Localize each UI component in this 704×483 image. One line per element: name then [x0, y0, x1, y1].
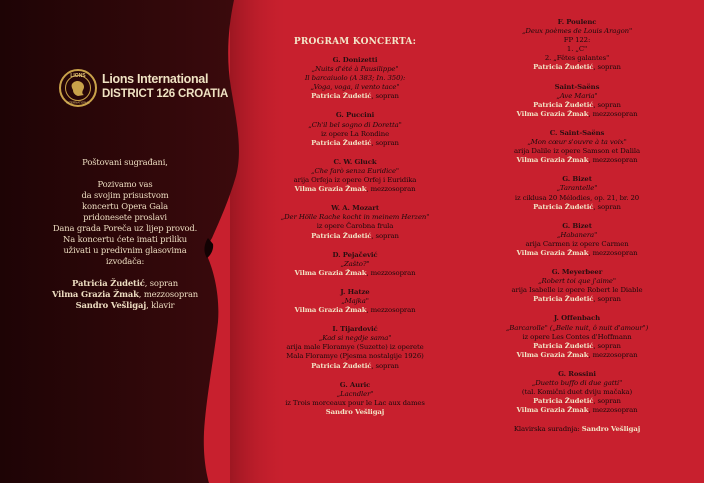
piece-title-line: „Barcarolle" („Belle nuit, ô nuit d'amour") [505, 323, 649, 332]
accompaniment-name: Sandro Vešligaj [581, 425, 641, 434]
performer-name: Patricia Žudetić [533, 341, 594, 350]
program-item [245, 325, 465, 370]
piece-performer [462, 156, 692, 165]
piece-title-line: „Majka" [341, 296, 369, 305]
piece-title-line: iz opere La Rondine [320, 129, 390, 138]
performer-role: , mezzosopran [588, 350, 638, 359]
program-item [245, 111, 465, 147]
letter-performer [30, 300, 220, 311]
piece-performer [462, 63, 692, 72]
program-item [245, 288, 465, 315]
program-column-right [462, 18, 692, 434]
letter-line: da svojim prisustvom [81, 190, 169, 200]
letter-line: Dana grada Poreča uz lijep provod. [52, 223, 198, 233]
performer-role: , mezzosopran [588, 109, 638, 118]
performer-name: Vilma Grazia Žmak [516, 109, 589, 118]
piece-title-line: „Lacndler" [336, 389, 374, 398]
performer-name: Patricia Žudetić [311, 361, 372, 370]
program-item [462, 222, 692, 258]
composer-name: G. Donizetti [332, 56, 378, 64]
performer-role: , mezzosopran [366, 268, 416, 277]
performer-role: , sopran [371, 231, 399, 240]
piece-title-line: arija Orfeja iz opere Orfej i Euridika [293, 176, 417, 185]
piece-title-line: Il barcaiuolo (A 383; In. 350): [304, 74, 406, 83]
piece-performer [462, 110, 692, 119]
letter-line: uživati u predivnim glasovima [63, 245, 187, 255]
piece-performer [245, 306, 465, 315]
composer-name: G. Meyerbeer [551, 268, 603, 277]
performer-role: , mezzosopran [366, 185, 416, 194]
performer-role: , sopran [593, 295, 621, 304]
performer-name: Patricia Žudetić [533, 202, 594, 211]
piece-title-line: „Zašto?" [340, 259, 370, 268]
performer-name: Vilma Grazia Žmak [516, 406, 589, 415]
program-title: PROGRAM KONCERTA: [293, 37, 417, 47]
composer-name: G. Bizet [562, 175, 592, 184]
performer-role: , sopran [144, 278, 178, 288]
performer-role: , mezzosopran [588, 248, 638, 257]
piece-title-line: 2. „Fêtes galantes" [544, 54, 610, 63]
piece-title-line: „Che farò senza Euridice" [310, 166, 399, 175]
performer-name: Patricia Žudetić [533, 63, 594, 72]
piece-title-line: „Der Hölle Rache kocht in meinem Herzen" [280, 213, 430, 222]
letter-line: Na koncertu ćete imati priliku [63, 234, 187, 244]
composer-name: J. Hatze [340, 287, 370, 296]
performer-name: Patricia Žudetić [533, 397, 594, 406]
piece-performer [462, 101, 692, 110]
letter-performers [30, 278, 220, 311]
performer-role: , mezzosopran [588, 406, 638, 415]
performer-name: Sandro Vešligaj [75, 300, 147, 310]
performer-name: Vilma Grazia Žmak [51, 289, 139, 299]
lions-logo [58, 68, 236, 108]
performer-name: Vilma Grazia Žmak [294, 185, 367, 194]
piece-performer [245, 139, 465, 148]
program-item [462, 370, 692, 415]
performer-name: Patricia Žudetić [311, 138, 372, 147]
logo-line1: Lions International [102, 72, 209, 86]
piece-title-line: arija Carmen iz opere Carmen [525, 239, 629, 248]
piece-performer [245, 269, 465, 278]
piece-title-line: (tal. Komični duet dviju mačaka) [521, 388, 633, 397]
piece-title-line: iz opere Les Contes d'Hoffmann [522, 332, 632, 341]
letter-performer [30, 278, 220, 289]
performer-role: , sopran [593, 63, 621, 72]
piece-performer [462, 249, 692, 258]
piece-performer [462, 342, 692, 351]
composer-name: G. Auric [339, 380, 371, 389]
letter-greeting: Poštovani sugrađani, [82, 157, 168, 167]
piece-performer [462, 351, 692, 360]
letter-line: izvođača: [105, 256, 145, 266]
piece-title-line: arija Isabelle iz opere Robert le Diable [511, 286, 643, 295]
performer-role: , mezzosopran [138, 289, 199, 299]
piece-performer [462, 295, 692, 304]
logo-wordmark [102, 72, 228, 102]
piece-title-line: iz opere Čarobna frula [316, 222, 394, 231]
performer-name: Vilma Grazia Žmak [294, 306, 367, 315]
performer-name: Patricia Žudetić [311, 231, 372, 240]
piece-performer [245, 408, 465, 417]
piece-title-line: arija male Floramye (Suzette) iz operete [286, 343, 424, 352]
program-column-middle [245, 56, 465, 417]
piece-performer [245, 185, 465, 194]
program-item [462, 18, 692, 73]
composer-name: J. Offenbach [553, 314, 601, 323]
piece-title-line: „Nuits d'été à Pausilippe" [311, 65, 399, 74]
emblem-bottom-text: INTERNATIONAL [66, 100, 90, 105]
performer-role: , mezzosopran [366, 306, 416, 315]
letter-performer [30, 289, 220, 300]
program-item [462, 83, 692, 119]
letter-line: Pozivamo vas [97, 179, 153, 189]
composer-name: C. W. Gluck [333, 157, 377, 166]
piece-title-line: FP 122: [563, 36, 591, 45]
composer-name: F. Poulenc [557, 18, 597, 26]
performer-name: Vilma Grazia Žmak [294, 268, 367, 277]
piece-performer [462, 203, 692, 212]
performer-role: , sopran [371, 138, 399, 147]
piece-performer [245, 232, 465, 241]
logo-line2: DISTRICT 126 CROATIA [102, 88, 229, 100]
program-item [462, 175, 692, 211]
piece-title-line: „Tarantelle" [556, 184, 598, 193]
piece-title-line: arija Dalile iz opere Samson et Dalila [513, 147, 641, 156]
piece-performer [245, 92, 465, 101]
piece-performer [462, 406, 692, 415]
performer-name: Vilma Grazia Žmak [516, 156, 589, 165]
piece-performer [462, 397, 692, 406]
program-item [462, 129, 692, 165]
performer-role: , sopran [593, 100, 621, 109]
piece-title-line: „Ave Maria" [556, 91, 598, 100]
performer-role: , sopran [593, 202, 621, 211]
performer-name: Patricia Žudetić [311, 92, 372, 101]
performer-role: , sopran [371, 92, 399, 101]
composer-name: D. Pejačević [332, 250, 378, 259]
program-item [245, 56, 465, 101]
composer-name: W. A. Mozart [331, 204, 379, 213]
composer-name: C. Saint-Saëns [549, 128, 605, 137]
performer-name: Vilma Grazia Žmak [516, 248, 589, 257]
letter-line: pridonesete proslavi [83, 212, 167, 222]
performer-name: Vilma Grazia Žmak [516, 350, 589, 359]
piece-title-line: „Deux poèmes de Louis Aragon" [521, 27, 633, 36]
composer-name: Saint-Saëns [554, 82, 600, 91]
program-item [245, 158, 465, 194]
piece-title-line: Mala Floramye (Pjesma nostalgije 1926) [286, 352, 424, 361]
emblem-top-text: LIONS [70, 73, 86, 80]
invitation-letter [30, 157, 220, 311]
accompaniment-label: Klavirska suradnja: [513, 425, 582, 434]
program-item [462, 268, 692, 304]
program-item [245, 251, 465, 278]
composer-name: G. Rossini [558, 369, 596, 378]
composer-name: I. Tijardović [332, 325, 378, 334]
lions-emblem-icon [58, 68, 98, 108]
piece-title-line: „Duetto buffo di due gatti" [531, 379, 623, 387]
piece-performer [245, 362, 465, 371]
piece-title-line: „Robert toi que j'aime" [538, 277, 616, 286]
performer-name: Patricia Žudetić [533, 295, 594, 304]
letter-body [30, 179, 220, 267]
composer-name: G. Puccini [335, 111, 375, 120]
performer-name: Patricia Žudetić [533, 100, 594, 109]
letter-line: koncertu Opera Gala [82, 201, 168, 211]
performer-role: , sopran [593, 397, 621, 406]
performer-role: , mezzosopran [588, 156, 638, 165]
program-item [245, 204, 465, 240]
piece-title-line: 1. „C" [566, 45, 588, 54]
program-list-right [462, 18, 692, 415]
performer-name: Patricia Žudetić [72, 278, 145, 288]
performer-name: Sandro Vešligaj [325, 407, 385, 416]
piece-title-line: „Mon cœur s'ouvre à ta voix" [527, 138, 627, 147]
piece-title-line: „Voga, voga, il vento tace" [310, 83, 400, 92]
piece-title-line: iz ciklusa 20 Mélodies, op. 21, br. 20 [514, 193, 640, 202]
performer-role: , sopran [371, 361, 399, 370]
performer-role: , klavir [146, 300, 175, 310]
performer-role: , sopran [593, 341, 621, 350]
piece-title-line: iz Trois morceaux pour le Lac aux dames [285, 398, 425, 407]
piece-title-line: „Habanera" [556, 230, 598, 239]
piece-title-line: „Ch'il bel sogno di Doretta" [308, 120, 402, 129]
program-item [462, 314, 692, 359]
program-item [245, 381, 465, 417]
composer-name: G. Bizet [562, 221, 592, 230]
accompaniment-line [462, 425, 692, 434]
piece-title-line: „Kad si negdje sama" [318, 334, 392, 343]
